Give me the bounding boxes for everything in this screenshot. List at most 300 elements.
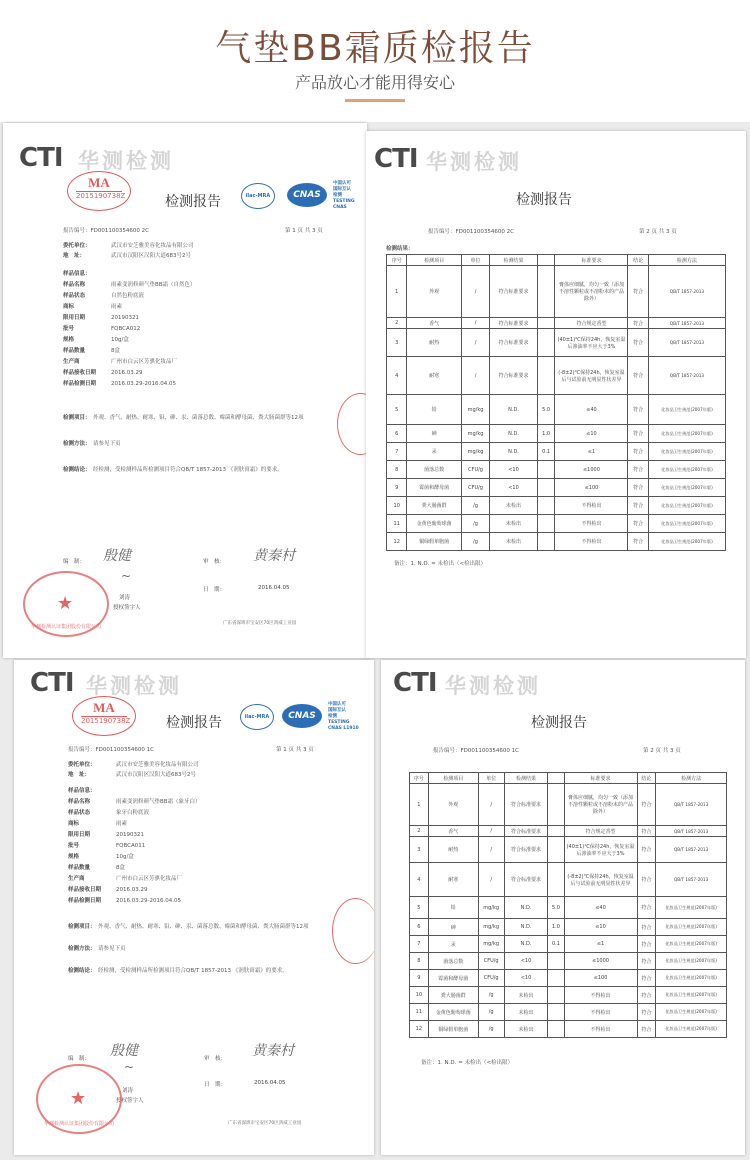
table-cell: 汞 (428, 936, 478, 953)
table-cell: QB/T 1857-2013 (648, 329, 725, 357)
table-cell: 不得检出 (564, 987, 637, 1004)
cnas-line: 中国认可 (328, 702, 346, 707)
sample-field-label: 规格 (63, 337, 75, 343)
table-cell: N.D. (504, 936, 548, 953)
table-row (410, 863, 727, 897)
sample-field-value: FQBCA012 (111, 326, 141, 332)
table-row (410, 1004, 727, 1021)
table-header-cell: 标准要求 (555, 255, 628, 266)
sample-field-label: 样品数量 (68, 865, 91, 871)
table-cell: 未检出 (504, 987, 548, 1004)
table-cell: 砷 (407, 425, 461, 443)
table-cell: /g (478, 1021, 504, 1038)
table-cell: 6 (410, 919, 429, 936)
table-cell-limit (548, 1004, 564, 1021)
items-label: 检测项目： (63, 415, 91, 421)
table-cell: <10 (504, 953, 548, 970)
report-title: 检测报告 (165, 194, 221, 210)
report-title: 检测报告 (166, 715, 222, 731)
table-cell: 砷 (428, 919, 478, 936)
table-row (387, 479, 726, 497)
table-cell: ≤10 (555, 425, 628, 443)
table-cell: / (478, 784, 504, 826)
sample-info-label (68, 786, 116, 794)
sample-field-label: 商标 (63, 304, 75, 310)
sample-field-label: 批号 (63, 326, 75, 332)
table-cell: 耐寒 (428, 863, 478, 897)
table-cell: 香气 (407, 318, 461, 329)
cma-seal (67, 171, 131, 211)
table-cell: 化妆品卫生规范(2007年版) (656, 1021, 727, 1038)
stamp-text: 华测检测认证集团股份有限公司 (30, 624, 101, 630)
address-value: 武汉市汉阳区汉阳大道683号2号 (111, 253, 191, 259)
table-cell: ≤100 (555, 479, 628, 497)
table-cell: 9 (387, 479, 407, 497)
table-cell: 符合 (628, 443, 648, 461)
table-row (410, 970, 727, 987)
table-row (410, 784, 727, 826)
company-stamp (23, 571, 109, 637)
table-header-cell: 检测结果 (504, 773, 548, 784)
table-cell: 符合 (628, 395, 648, 425)
sample-info-label (63, 269, 111, 277)
sample-field-value: 雨素变润修颜气垫BB霜（自然色） (111, 282, 196, 288)
sample-field-label: 样品名称 (68, 799, 91, 805)
sample-field-value: 10g/盒 (111, 337, 129, 343)
report-title: 检测报告 (531, 715, 587, 731)
table-cell: ≤1000 (555, 461, 628, 479)
table-cell: 符合 (637, 970, 656, 987)
table-cell-limit (548, 953, 564, 970)
report-title: 检测报告 (516, 192, 572, 208)
table-row (410, 936, 727, 953)
table-cell: 符合 (637, 837, 656, 863)
sample-info-text: 样品信息： (63, 271, 91, 277)
table-cell-limit (548, 1021, 564, 1038)
table-cell: 未检出 (490, 515, 538, 533)
table-cell: 化妆品卫生规范(2007年版) (656, 1004, 727, 1021)
table-cell: 铅 (407, 395, 461, 425)
table-cell-limit (537, 497, 555, 515)
table-cell: 符合 (637, 919, 656, 936)
table-cell: mg/kg (461, 425, 489, 443)
page-number: 第 2 页 共 3 页 (643, 748, 681, 754)
table-cell-limit: 0.1 (537, 443, 555, 461)
table-cell: 12 (387, 533, 407, 551)
table-cell: 菌落总数 (407, 461, 461, 479)
address-label: 地 址： (68, 772, 91, 778)
table-header-cell-limit (548, 773, 564, 784)
items-value: 外观、香气、耐热、耐寒、铅、砷、汞、菌落总数、霉菌和酵母菌、粪大肠菌群等12项 (93, 415, 304, 421)
table-cell: 符合 (637, 953, 656, 970)
table-cell: N.D. (490, 395, 538, 425)
client-value: 武汉市安芝雅美容化妆品有限公司 (116, 762, 199, 768)
table-header-cell: 单位 (461, 255, 489, 266)
table-cell-limit (548, 863, 564, 897)
sample-field-label: 样品名称 (63, 282, 86, 288)
table-cell: 化妆品卫生规范(2007年版) (656, 897, 727, 919)
items-label: 检测项目： (68, 924, 96, 930)
table-cell: 金黄色葡萄球菌 (428, 1004, 478, 1021)
sample-field-label: 限用日期 (63, 315, 86, 321)
table-row (410, 953, 727, 970)
table-cell: mg/kg (478, 897, 504, 919)
page-title: 气垫BB霜质检报告 (215, 28, 535, 69)
reviewer-signature: 黄秦村 (252, 1043, 294, 1059)
method-label: 检测方法： (63, 441, 91, 447)
table-cell: 菌落总数 (428, 953, 478, 970)
sample-field-row (68, 852, 134, 860)
ilac-mra-logo (241, 183, 275, 209)
table-cell: (40±1)℃保持24h，恢复室温后渗油率不应大于3% (555, 329, 628, 357)
sample-field-row (63, 324, 140, 332)
watermark-text: 华测检测 (86, 674, 182, 698)
table-header-row (387, 255, 726, 266)
table-cell: 化妆品卫生规范(2007年版) (648, 479, 725, 497)
address-row (68, 770, 196, 778)
table-row (410, 826, 727, 837)
table-cell: 符合 (637, 987, 656, 1004)
sample-field-row (63, 368, 143, 376)
table-cell: 未检出 (490, 533, 538, 551)
table-cell: <10 (504, 970, 548, 987)
table-cell: / (478, 837, 504, 863)
table-cell-limit (548, 837, 564, 863)
table-cell: 化妆品卫生规范(2007年版) (648, 461, 725, 479)
table-cell: 化妆品卫生规范(2007年版) (648, 443, 725, 461)
table-cell-limit (537, 533, 555, 551)
table-header-cell: 检测方法 (648, 255, 725, 266)
sample-field-value: 自然色粉底液 (111, 293, 145, 299)
cnas-line: 中国认可 (333, 181, 351, 186)
editor-signature: 殷健 (103, 548, 131, 564)
table-cell: / (478, 826, 504, 837)
table-cell: / (461, 357, 489, 395)
sample-field-row (63, 346, 120, 354)
table-cell: 符合 (628, 266, 648, 318)
table-row (387, 515, 726, 533)
cti-logo (19, 143, 63, 173)
sample-field-row (68, 885, 148, 893)
table-cell: ≤1 (564, 936, 637, 953)
table-cell: 2 (387, 318, 407, 329)
footer-address: 广东省深圳市宝安区70区鸿威工业园 (223, 621, 297, 626)
watermark-text: 华测检测 (445, 674, 541, 698)
table-cell: 11 (410, 1004, 429, 1021)
items-row (68, 922, 309, 930)
table-cell: 化妆品卫生规范(2007年版) (656, 953, 727, 970)
table-cell: mg/kg (461, 443, 489, 461)
sample-field-value: 2016.03.29-2016.04.05 (111, 381, 176, 387)
table-cell: ≤1 (555, 443, 628, 461)
table-header-cell: 标准要求 (564, 773, 637, 784)
sample-field-row (68, 841, 145, 849)
table-cell-limit (537, 329, 555, 357)
results-table (386, 254, 726, 551)
table-cell: 符合标准要求 (490, 318, 538, 329)
sample-field-label: 样品状态 (63, 293, 86, 299)
table-cell-limit (537, 515, 555, 533)
report-number: 报告编号：FD001100354600 1C (433, 748, 519, 754)
cnas-line: TESTING (333, 199, 355, 204)
page-header (0, 0, 750, 122)
table-cell-limit (548, 970, 564, 987)
cma-label: MA (88, 175, 110, 190)
table-cell: 化妆品卫生规范(2007年版) (656, 987, 727, 1004)
table-cell: 耐寒 (407, 357, 461, 395)
table-cell: 3 (410, 837, 429, 863)
table-cell: QB/T 1857-2013 (648, 357, 725, 395)
table-cell-limit: 0.1 (548, 936, 564, 953)
table-cell: ≤100 (564, 970, 637, 987)
table-cell: /g (461, 515, 489, 533)
cnas-accreditation-text (328, 702, 359, 732)
table-header-cell: 检测项目 (428, 773, 478, 784)
conclusion-row (68, 966, 288, 974)
table-cell: (40±1)℃保持24h，恢复室温后渗油率不应大于3% (564, 837, 637, 863)
page-subtitle: 产品放心才能用得安心 (294, 73, 455, 92)
cti-logo (374, 144, 418, 174)
method-row (63, 439, 121, 447)
cma-label: MA (93, 700, 115, 715)
table-cell: CFU/g (461, 461, 489, 479)
editor-label: 编 制： (68, 1056, 91, 1062)
approver-name: 刘涛 (122, 1088, 134, 1094)
table-header-cell-limit (537, 255, 555, 266)
table-header-row (410, 773, 727, 784)
report-number: 报告编号：FD001100354600 1C (68, 747, 154, 753)
cnas-line: CNAS L1910 (328, 726, 359, 731)
table-cell: 未检出 (504, 1004, 548, 1021)
table-cell: 外观 (428, 784, 478, 826)
table-cell: /g (461, 497, 489, 515)
table-cell: 12 (410, 1021, 429, 1038)
table-row (387, 395, 726, 425)
cti-logo-text: CTI (374, 144, 418, 174)
page-number: 第 1 页 共 3 页 (285, 228, 323, 234)
sample-field-row (68, 797, 201, 805)
sample-field-row (68, 863, 125, 871)
table-cell: 外观 (407, 266, 461, 318)
cti-logo-text: CTI (30, 668, 74, 698)
results-table (409, 772, 727, 1038)
cma-number: 2015190738Z (81, 717, 131, 725)
table-cell: <10 (490, 461, 538, 479)
sample-field-value: 2016.03.29-2016.04.05 (116, 898, 181, 904)
table-row (387, 497, 726, 515)
table-cell: 化妆品卫生规范(2007年版) (648, 395, 725, 425)
table-cell: 耐热 (428, 837, 478, 863)
table-cell-limit: 5.0 (537, 395, 555, 425)
table-cell: /g (478, 1004, 504, 1021)
method-label: 检测方法： (68, 946, 96, 952)
approver-name: 刘涛 (119, 595, 131, 601)
report-cover-ivory (14, 660, 374, 1155)
sample-field-row (68, 874, 182, 882)
side-stamp (337, 393, 367, 455)
table-cell: mg/kg (478, 936, 504, 953)
watermark-text: 华测检测 (78, 149, 174, 173)
table-cell: 不得检出 (564, 1021, 637, 1038)
table-cell: 符合 (628, 479, 648, 497)
table-cell: 8 (387, 461, 407, 479)
sample-field-label: 商标 (68, 821, 80, 827)
table-cell: 霉菌和酵母菌 (428, 970, 478, 987)
ilac-mra-logo (240, 704, 274, 730)
table-cell: 铅 (428, 897, 478, 919)
title-underline (345, 99, 405, 102)
table-header-cell: 结论 (628, 255, 648, 266)
table-cell: CFU/g (478, 953, 504, 970)
table-cell: ≤40 (564, 897, 637, 919)
sample-field-row (63, 379, 176, 387)
cnas-logo: CNAS (287, 183, 327, 207)
sample-field-row (63, 357, 177, 365)
table-cell-limit (548, 987, 564, 1004)
table-cell: 5 (410, 897, 429, 919)
table-cell: QB/T 1857-2013 (656, 826, 727, 837)
table-cell: 10 (410, 987, 429, 1004)
cnas-line: 检测 (328, 714, 337, 719)
table-cell: 化妆品卫生规范(2007年版) (648, 515, 725, 533)
sample-field-value: 20190321 (116, 832, 144, 838)
table-cell: 符合标准要求 (504, 784, 548, 826)
table-cell: 3 (387, 329, 407, 357)
sample-field-value: 雨素 (111, 304, 123, 310)
table-row (387, 533, 726, 551)
sample-field-value: 广州市白云区芳骐化妆品厂 (111, 359, 178, 365)
sample-field-label: 批号 (68, 843, 80, 849)
reviewer-label: 审 核： (204, 1056, 227, 1062)
table-cell: 未检出 (504, 1021, 548, 1038)
report-number: 报告编号：FD001100354600 2C (428, 229, 514, 235)
sample-field-label: 样品数量 (63, 348, 86, 354)
client-row (68, 760, 199, 768)
table-header-cell: 结论 (637, 773, 656, 784)
client-label: 委托单位： (63, 243, 91, 249)
table-cell: 膏体应细腻，均匀一致（添加不溶性颗粒或不溶粉末的产品除外） (564, 784, 637, 826)
sample-field-label: 样品接收日期 (68, 887, 102, 893)
conclusion-value: 经检测，受检测样品所检测项目符合QB/T 1857-2013 《润肤膏霜》的要求。 (93, 467, 283, 473)
table-cell: N.D. (490, 425, 538, 443)
table-cell: ≤1000 (564, 953, 637, 970)
table-cell: 符合标准要求 (490, 329, 538, 357)
table-note: 备注：1. N.D. = 未检出（<检出限） (394, 561, 487, 567)
conclusion-row (63, 465, 283, 473)
sample-field-value: 2016.03.29 (116, 887, 148, 893)
sample-field-label: 规格 (68, 854, 80, 860)
table-cell: QB/T 1857-2013 (656, 784, 727, 826)
results-label: 检测结果： (386, 246, 414, 252)
table-cell: 铜绿假单胞菌 (407, 533, 461, 551)
report-cover-natural (3, 123, 367, 658)
table-cell-limit: 5.0 (548, 897, 564, 919)
footer-address: 广东省深圳市宝安区70区鸿威工业园 (228, 1121, 302, 1126)
sample-field-row (63, 313, 139, 321)
table-cell: / (461, 329, 489, 357)
table-cell: N.D. (504, 897, 548, 919)
table-cell-limit (548, 784, 564, 826)
table-cell: CFU/g (461, 479, 489, 497)
items-value: 外观、香气、耐热、耐寒、铅、砷、汞、菌落总数、霉菌和酵母菌、粪大肠菌群等12项 (98, 924, 309, 930)
cnas-logo: CNAS (282, 704, 322, 728)
table-note: 备注：1. N.D. = 未检出（<检出限） (421, 1060, 514, 1066)
table-cell: 符合标准要求 (490, 357, 538, 395)
date-label: 日 期： (203, 587, 226, 593)
sample-field-row (68, 808, 149, 816)
sample-field-row (63, 302, 122, 310)
method-value: 请参见下页 (98, 946, 126, 952)
cnas-line: 国际互认 (328, 708, 346, 713)
table-cell: 符合规定香型 (555, 318, 628, 329)
sample-field-row (68, 896, 181, 904)
table-cell: 4 (387, 357, 407, 395)
table-cell-limit (548, 826, 564, 837)
cnas-accreditation-text (333, 181, 355, 211)
ilac-text: ilac-MRA (245, 193, 271, 199)
table-cell: 香气 (428, 826, 478, 837)
table-row (410, 1021, 727, 1038)
table-cell: 1 (410, 784, 429, 826)
report-date: 2016.04.05 (258, 585, 290, 591)
table-cell: 11 (387, 515, 407, 533)
sample-field-label: 生产商 (63, 359, 80, 365)
table-cell: 符合 (628, 497, 648, 515)
table-cell: 符合标准要求 (504, 837, 548, 863)
table-cell: / (461, 266, 489, 318)
table-cell-limit (537, 266, 555, 318)
table-cell: CFU/g (478, 970, 504, 987)
table-header-cell: 序号 (387, 255, 407, 266)
report-number: 报告编号：FD001100354600 2C (63, 228, 149, 234)
conclusion-label: 检测结论： (63, 467, 91, 473)
table-cell: 符合 (628, 533, 648, 551)
table-cell: 耐热 (407, 329, 461, 357)
table-cell-limit (537, 357, 555, 395)
sample-field-row (68, 819, 127, 827)
table-cell: 5 (387, 395, 407, 425)
cti-logo (30, 668, 74, 698)
cnas-line: 国际互认 (333, 187, 351, 192)
table-row (410, 919, 727, 936)
sample-field-value: 10g/盒 (116, 854, 134, 860)
table-cell: QB/T 1857-2013 (656, 863, 727, 897)
table-cell: 符合标准要求 (490, 266, 538, 318)
table-row (387, 461, 726, 479)
address-row (63, 251, 191, 259)
sample-field-value: 8盒 (116, 865, 125, 871)
table-cell: 化妆品卫生规范(2007年版) (656, 970, 727, 987)
watermark-text: 华测检测 (426, 150, 522, 174)
table-cell: 符合 (628, 515, 648, 533)
table-row (387, 329, 726, 357)
table-row (387, 266, 726, 318)
sample-field-value: 2016.03.29 (111, 370, 143, 376)
table-cell: 不得检出 (555, 497, 628, 515)
sample-field-value: 8盒 (111, 348, 120, 354)
items-row (63, 413, 304, 421)
sample-field-label: 样品接收日期 (63, 370, 97, 376)
table-cell-limit: 1.0 (548, 919, 564, 936)
table-header-cell: 检测结果 (490, 255, 538, 266)
table-cell: mg/kg (461, 395, 489, 425)
table-cell: / (461, 318, 489, 329)
sample-field-value: 象牙白粉底液 (116, 810, 150, 816)
table-cell-limit (537, 318, 555, 329)
table-cell: 粪大肠菌群 (407, 497, 461, 515)
sample-field-value: 雨素 (116, 821, 128, 827)
sample-field-label: 生产商 (68, 876, 85, 882)
